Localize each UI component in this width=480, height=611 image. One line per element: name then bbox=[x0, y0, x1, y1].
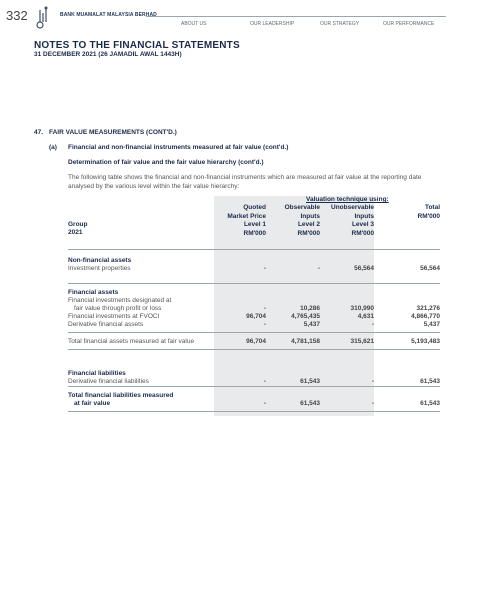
col1-line4: RM'000 bbox=[243, 229, 266, 237]
col3-line4: RM'000 bbox=[351, 229, 374, 237]
row-label: fair value through profit or loss bbox=[74, 305, 162, 312]
row-value-col1: 96,704 bbox=[246, 338, 266, 345]
brand-name: BANK MUAMALAT MALAYSIA BERHAD bbox=[60, 12, 157, 18]
determination-title: Determination of fair value and the fair value hierarchy (cont'd.) bbox=[68, 159, 264, 166]
row-value-col4: 61,543 bbox=[420, 400, 440, 407]
section-number: 47. bbox=[34, 129, 44, 136]
row-label: Investment properties bbox=[68, 265, 131, 272]
group-label: Group bbox=[68, 221, 88, 228]
nav-our-leadership[interactable]: OUR LEADERSHIP bbox=[250, 21, 295, 27]
col3-line3: Level 3 bbox=[351, 221, 374, 228]
row-value-col1: - bbox=[263, 265, 266, 272]
row-value-col3: - bbox=[371, 400, 374, 407]
row-value-col3: 4,631 bbox=[357, 313, 374, 320]
table-row bbox=[68, 313, 440, 321]
row-value-col2: 10,286 bbox=[300, 305, 320, 312]
col1-line1: Quoted bbox=[243, 204, 266, 211]
col-level1-header bbox=[216, 204, 266, 238]
table-rule bbox=[68, 249, 440, 250]
col2-line1: Observable bbox=[284, 204, 320, 211]
col1-line3: Level 1 bbox=[243, 221, 266, 228]
table-rule bbox=[68, 386, 440, 387]
page-number: 332 bbox=[6, 8, 28, 23]
row-label: Financial investments at FVOCI bbox=[68, 313, 160, 320]
row-label: Derivative financial assets bbox=[68, 321, 144, 328]
row-value-col4: 61,543 bbox=[420, 378, 440, 385]
year-label: 2021 bbox=[68, 229, 83, 236]
intro-paragraph: The following table shows the financial and non-financial instruments which are measured at fair value at the reporting date analysed by the various level within the fair value hierarchy: bbox=[68, 174, 422, 190]
col3-line2: Inputs bbox=[354, 212, 374, 220]
row-value-col2: 5,437 bbox=[303, 321, 320, 328]
col2-line4: RM'000 bbox=[297, 229, 320, 237]
row-value-col2: - bbox=[317, 265, 320, 272]
row-label: Non-financial assets bbox=[68, 257, 132, 264]
row-label: Derivative financial liabilities bbox=[68, 378, 149, 385]
table-row bbox=[68, 265, 440, 273]
row-value-col4: 5,193,483 bbox=[411, 338, 440, 345]
table-rule bbox=[68, 349, 440, 350]
page-subtitle: 31 DECEMBER 2021 (26 JAMADIL AWAL 1443H) bbox=[34, 51, 182, 58]
row-value-col4: 4,866,770 bbox=[411, 313, 440, 320]
row-label: Financial liabilities bbox=[68, 370, 126, 377]
col1-line2: Market Price bbox=[227, 212, 266, 220]
table-row bbox=[68, 297, 440, 305]
subsection-title: Financial and non-financial instruments measured at fair value (cont'd.) bbox=[68, 144, 289, 151]
row-value-col2: 61,543 bbox=[300, 378, 320, 385]
col-level2-header bbox=[270, 204, 320, 238]
col2-line2: Inputs bbox=[300, 212, 320, 220]
row-value-col2: 4,781,158 bbox=[291, 338, 320, 345]
row-value-col3: - bbox=[371, 378, 374, 385]
table-row bbox=[68, 257, 440, 265]
row-value-col3: 315,621 bbox=[350, 338, 374, 345]
col3-line1: Unobservable bbox=[331, 204, 374, 211]
nav-our-strategy[interactable]: OUR STRATEGY bbox=[320, 21, 360, 27]
col-total-header bbox=[388, 204, 440, 221]
row-value-col3: 310,990 bbox=[350, 305, 374, 312]
col-level3-header bbox=[322, 204, 374, 238]
subsection-letter: (a) bbox=[49, 144, 57, 151]
bank-logo-icon bbox=[34, 5, 54, 31]
row-label: Total financial liabilities measured bbox=[68, 392, 174, 399]
col2-line3: Level 2 bbox=[297, 221, 320, 228]
table-row bbox=[68, 370, 440, 378]
nav-about-us[interactable]: ABOUT US bbox=[181, 21, 207, 27]
row-value-col1: - bbox=[263, 305, 266, 312]
table-rule bbox=[68, 332, 440, 333]
row-value-col1: - bbox=[263, 321, 266, 328]
row-label: Financial assets bbox=[68, 289, 119, 296]
valuation-technique-label: Valuation technique using: bbox=[306, 196, 389, 203]
table-row bbox=[68, 321, 440, 329]
row-value-col1: 96,704 bbox=[246, 313, 266, 320]
fair-value-table bbox=[68, 196, 440, 416]
table-row bbox=[68, 400, 440, 408]
row-value-col2: 61,543 bbox=[300, 400, 320, 407]
row-label: Total financial assets measured at fair value bbox=[68, 338, 195, 345]
table-row bbox=[68, 392, 440, 400]
row-label: Financial investments designated at bbox=[68, 297, 172, 304]
nav-our-performance[interactable]: OUR PERFORMANCE bbox=[383, 21, 435, 27]
row-value-col3: - bbox=[371, 321, 374, 328]
table-rule bbox=[68, 411, 440, 412]
row-value-col2: 4,765,435 bbox=[291, 313, 320, 320]
table-row bbox=[68, 305, 440, 313]
table-row bbox=[68, 378, 440, 386]
row-label: at fair value bbox=[74, 400, 111, 407]
table-row bbox=[68, 338, 440, 346]
row-value-col1: - bbox=[263, 378, 266, 385]
row-value-col4: 5,437 bbox=[423, 321, 440, 328]
header-rule bbox=[146, 16, 446, 17]
table-rule bbox=[68, 283, 440, 284]
row-value-col4: 321,276 bbox=[416, 305, 440, 312]
col4-line3: RM'000 bbox=[417, 212, 440, 220]
row-value-col4: 56,564 bbox=[420, 265, 440, 272]
page-title: NOTES TO THE FINANCIAL STATEMENTS bbox=[34, 40, 240, 51]
section-title: FAIR VALUE MEASUREMENTS (CONT'D.) bbox=[49, 129, 177, 136]
row-value-col3: 56,564 bbox=[354, 265, 374, 272]
table-row bbox=[68, 289, 440, 297]
col4-line2: Total bbox=[424, 204, 440, 211]
row-value-col1: - bbox=[263, 400, 266, 407]
